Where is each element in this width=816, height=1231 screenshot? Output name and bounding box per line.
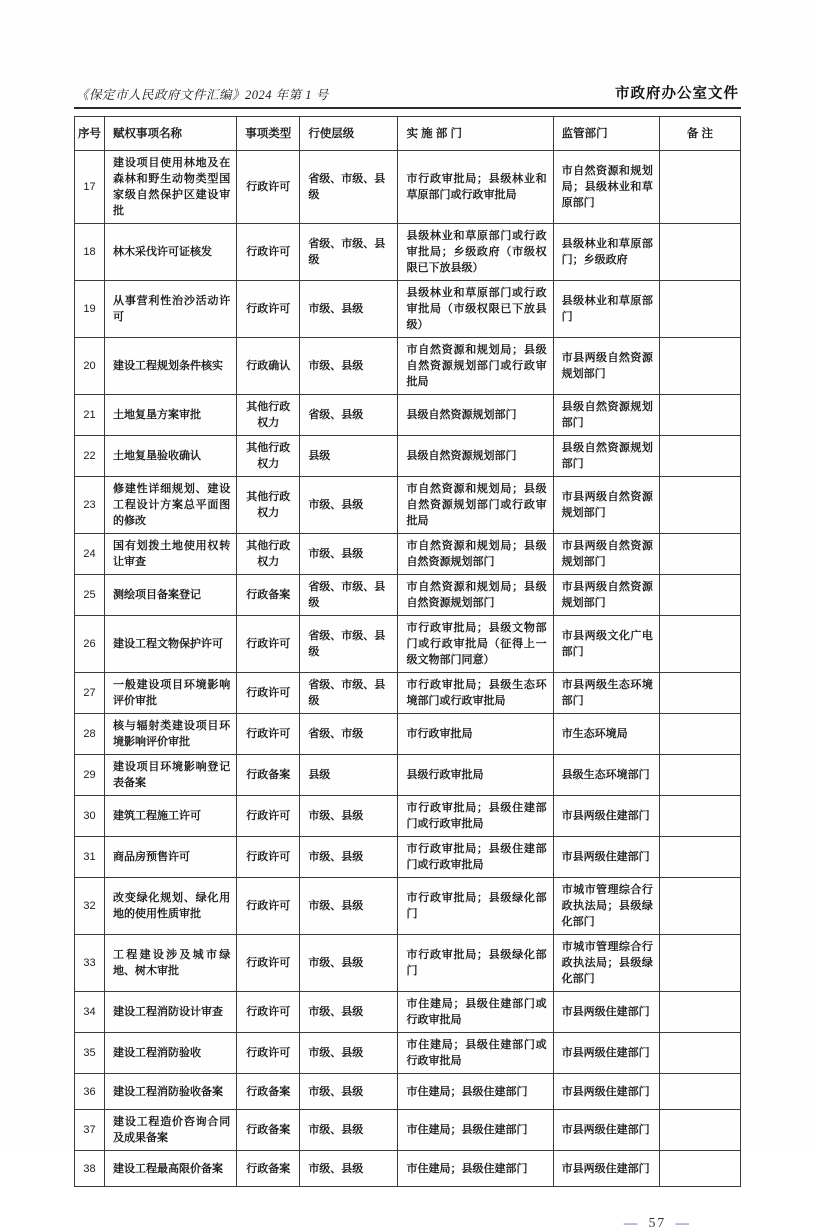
cell-impl: 市行政审批局；县级林业和草原部门或行政审批局 [398,151,553,224]
cell-level: 省级、市级、县级 [300,575,398,616]
cell-note [659,151,740,224]
cell-level: 省级、市级、县级 [300,673,398,714]
cell-supervise: 市县两级住建部门 [553,1033,659,1074]
cell-type: 其他行政权力 [237,534,300,575]
cell-type: 行政许可 [237,992,300,1033]
cell-name: 建设工程造价咨询合同及成果备案 [105,1110,237,1151]
cell-supervise: 市生态环境局 [553,714,659,755]
cell-name: 建筑工程施工许可 [105,796,237,837]
cell-name: 土地复垦方案审批 [105,395,237,436]
table-row [75,935,741,992]
cell-note [659,436,740,477]
cell-impl: 市行政审批局；县级绿化部门 [398,935,553,992]
cell-impl: 市行政审批局；县级文物部门或行政审批局（征得上一级文物部门同意） [398,616,553,673]
cell-impl: 市行政审批局；县级生态环境部门或行政审批局 [398,673,553,714]
page-number-dash-left: — [623,1215,640,1230]
cell-note [659,796,740,837]
cell-note [659,837,740,878]
cell-impl: 县级林业和草原部门或行政审批局；乡级政府（市级权限已下放县级） [398,224,553,281]
cell-type: 行政许可 [237,837,300,878]
cell-name: 林木采伐许可证核发 [105,224,237,281]
cell-name: 建设工程文物保护许可 [105,616,237,673]
table-row [75,395,741,436]
cell-impl: 市行政审批局；县级住建部门或行政审批局 [398,837,553,878]
cell-supervise: 市县两级住建部门 [553,837,659,878]
cell-no: 35 [75,1033,105,1074]
cell-type: 行政许可 [237,1033,300,1074]
cell-no: 29 [75,755,105,796]
cell-name: 建设工程消防设计审查 [105,992,237,1033]
cell-supervise: 县级林业和草原部门 [553,281,659,338]
cell-level: 市级、县级 [300,878,398,935]
cell-no: 37 [75,1110,105,1151]
cell-type: 行政许可 [237,714,300,755]
cell-supervise: 市县两级住建部门 [553,1074,659,1110]
page-number-dash-right: — [675,1215,691,1230]
cell-note [659,673,740,714]
cell-impl: 市自然资源和规划局；县级自然资源规划部门 [398,575,553,616]
table-row [75,1110,741,1151]
col-header-name: 赋权事项名称 [105,117,237,151]
cell-impl: 市住建局；县级住建部门 [398,1151,553,1187]
cell-type: 行政许可 [237,281,300,338]
cell-level: 市级、县级 [300,477,398,534]
table-row [75,673,741,714]
cell-impl: 市行政审批局；县级绿化部门 [398,878,553,935]
cell-type: 行政许可 [237,796,300,837]
col-header-type: 事项类型 [237,117,300,151]
page-number-value: 57 [648,1215,667,1230]
cell-level: 省级、市级、县级 [300,224,398,281]
cell-note [659,935,740,992]
cell-no: 34 [75,992,105,1033]
cell-note [659,395,740,436]
cell-note [659,714,740,755]
cell-note [659,338,740,395]
cell-type: 行政备案 [237,575,300,616]
table-row [75,755,741,796]
cell-no: 28 [75,714,105,755]
cell-name: 建设项目使用林地及在森林和野生动物类型国家级自然保护区建设审批 [105,151,237,224]
cell-type: 行政备案 [237,1110,300,1151]
cell-no: 31 [75,837,105,878]
cell-note [659,575,740,616]
cell-level: 省级、市级、县级 [300,616,398,673]
cell-note [659,616,740,673]
col-header-supervise: 监管部门 [553,117,659,151]
cell-note [659,477,740,534]
cell-type: 其他行政权力 [237,436,300,477]
table-row [75,477,741,534]
table-row [75,338,741,395]
cell-name: 工程建设涉及城市绿地、树木审批 [105,935,237,992]
cell-supervise: 市县两级住建部门 [553,1151,659,1187]
table-row [75,224,741,281]
cell-note [659,992,740,1033]
cell-level: 县级 [300,436,398,477]
cell-supervise: 市县两级自然资源规划部门 [553,575,659,616]
cell-level: 市级、县级 [300,796,398,837]
cell-impl: 县级行政审批局 [398,755,553,796]
cell-no: 32 [75,878,105,935]
cell-type: 行政确认 [237,338,300,395]
cell-impl: 市自然资源和规划局；县级自然资源规划部门或行政审批局 [398,338,553,395]
cell-impl: 市住建局；县级住建部门 [398,1074,553,1110]
cell-supervise: 县级自然资源规划部门 [553,395,659,436]
col-header-note: 备 注 [659,117,740,151]
cell-level: 县级 [300,755,398,796]
cell-note [659,1033,740,1074]
cell-type: 行政许可 [237,151,300,224]
cell-no: 27 [75,673,105,714]
cell-impl: 市住建局；县级住建部门或行政审批局 [398,1033,553,1074]
col-header-implement: 实 施 部 门 [398,117,553,151]
cell-no: 23 [75,477,105,534]
cell-impl: 市自然资源和规划局；县级自然资源规划部门或行政审批局 [398,477,553,534]
cell-supervise: 市自然资源和规划局；县级林业和草原部门 [553,151,659,224]
table-row [75,575,741,616]
cell-note [659,878,740,935]
cell-name: 建设工程消防验收 [105,1033,237,1074]
cell-name: 从事营利性治沙活动许可 [105,281,237,338]
cell-type: 行政许可 [237,878,300,935]
office-document-label: 市政府办公室文件 [615,86,739,102]
cell-no: 26 [75,616,105,673]
compilation-title: 《保定市人民政府文件汇编》2024 年第 1 号 [76,88,329,102]
cell-name: 商品房预售许可 [105,837,237,878]
cell-impl: 市住建局；县级住建部门 [398,1110,553,1151]
cell-type: 行政许可 [237,224,300,281]
cell-note [659,224,740,281]
table-row [75,714,741,755]
cell-name: 建设工程消防验收备案 [105,1074,237,1110]
cell-supervise: 市县两级生态环境部门 [553,673,659,714]
cell-impl: 市住建局；县级住建部门或行政审批局 [398,992,553,1033]
cell-supervise: 市县两级自然资源规划部门 [553,477,659,534]
cell-impl: 县级自然资源规划部门 [398,436,553,477]
cell-level: 市级、县级 [300,281,398,338]
cell-impl: 县级自然资源规划部门 [398,395,553,436]
cell-name: 一般建设项目环境影响评价审批 [105,673,237,714]
cell-level: 市级、县级 [300,1110,398,1151]
cell-type: 行政备案 [237,1074,300,1110]
table-row [75,1074,741,1110]
cell-no: 17 [75,151,105,224]
cell-level: 市级、县级 [300,1074,398,1110]
cell-no: 30 [75,796,105,837]
cell-level: 市级、县级 [300,1033,398,1074]
table-row [75,878,741,935]
cell-supervise: 市县两级住建部门 [553,796,659,837]
cell-note [659,1074,740,1110]
cell-supervise: 市城市管理综合行政执法局；县级绿化部门 [553,935,659,992]
cell-no: 21 [75,395,105,436]
col-header-level: 行使层级 [300,117,398,151]
cell-no: 25 [75,575,105,616]
cell-no: 33 [75,935,105,992]
cell-note [659,281,740,338]
cell-no: 22 [75,436,105,477]
cell-impl: 市自然资源和规划局；县级自然资源规划部门 [398,534,553,575]
cell-type: 行政备案 [237,755,300,796]
table-row [75,1151,741,1187]
cell-name: 土地复垦验收确认 [105,436,237,477]
cell-name: 改变绿化规划、绿化用地的使用性质审批 [105,878,237,935]
cell-note [659,534,740,575]
table-row [75,151,741,224]
cell-type: 其他行政权力 [237,477,300,534]
cell-no: 36 [75,1074,105,1110]
table-row [75,992,741,1033]
cell-supervise: 市县两级住建部门 [553,992,659,1033]
table-row [75,436,741,477]
table-row [75,1033,741,1074]
cell-impl: 县级林业和草原部门或行政审批局（市级权限已下放县级） [398,281,553,338]
cell-no: 24 [75,534,105,575]
cell-level: 市级、县级 [300,992,398,1033]
table-row [75,616,741,673]
cell-note [659,1151,740,1187]
cell-supervise: 县级林业和草原部门；乡级政府 [553,224,659,281]
cell-type: 其他行政权力 [237,395,300,436]
table-header-row [75,117,741,151]
cell-name: 测绘项目备案登记 [105,575,237,616]
table-body [75,151,741,1187]
cell-name: 建设项目环境影响登记表备案 [105,755,237,796]
cell-no: 38 [75,1151,105,1187]
cell-supervise: 市县两级自然资源规划部门 [553,338,659,395]
cell-level: 市级、县级 [300,935,398,992]
cell-name: 修建性详细规划、建设工程设计方案总平面图的修改 [105,477,237,534]
cell-level: 市级、县级 [300,1151,398,1187]
cell-note [659,755,740,796]
page-content [74,82,741,1231]
cell-level: 市级、县级 [300,837,398,878]
cell-supervise: 市县两级自然资源规划部门 [553,534,659,575]
cell-type: 行政许可 [237,935,300,992]
cell-name: 核与辐射类建设项目环境影响评价审批 [105,714,237,755]
cell-type: 行政许可 [237,616,300,673]
cell-impl: 市行政审批局 [398,714,553,755]
table-row [75,281,741,338]
cell-level: 省级、县级 [300,395,398,436]
cell-supervise: 市县两级文化广电部门 [553,616,659,673]
cell-supervise: 县级自然资源规划部门 [553,436,659,477]
cell-level: 市级、县级 [300,534,398,575]
document-header [74,82,741,109]
cell-impl: 市行政审批局；县级住建部门或行政审批局 [398,796,553,837]
cell-level: 省级、市级、县级 [300,151,398,224]
cell-no: 18 [75,224,105,281]
cell-name: 国有划拨土地使用权转让审查 [105,534,237,575]
cell-name: 建设工程规划条件核实 [105,338,237,395]
cell-supervise: 市城市管理综合行政执法局；县级绿化部门 [553,878,659,935]
cell-type: 行政备案 [237,1151,300,1187]
authorization-items-table [74,116,741,1187]
page-number [74,1215,741,1231]
cell-note [659,1110,740,1151]
cell-no: 19 [75,281,105,338]
cell-name: 建设工程最高限价备案 [105,1151,237,1187]
cell-no: 20 [75,338,105,395]
table-row [75,534,741,575]
table-row [75,796,741,837]
col-header-no: 序号 [75,117,105,151]
cell-level: 省级、市级 [300,714,398,755]
cell-type: 行政许可 [237,673,300,714]
cell-supervise: 市县两级住建部门 [553,1110,659,1151]
table-row [75,837,741,878]
cell-level: 市级、县级 [300,338,398,395]
cell-supervise: 县级生态环境部门 [553,755,659,796]
